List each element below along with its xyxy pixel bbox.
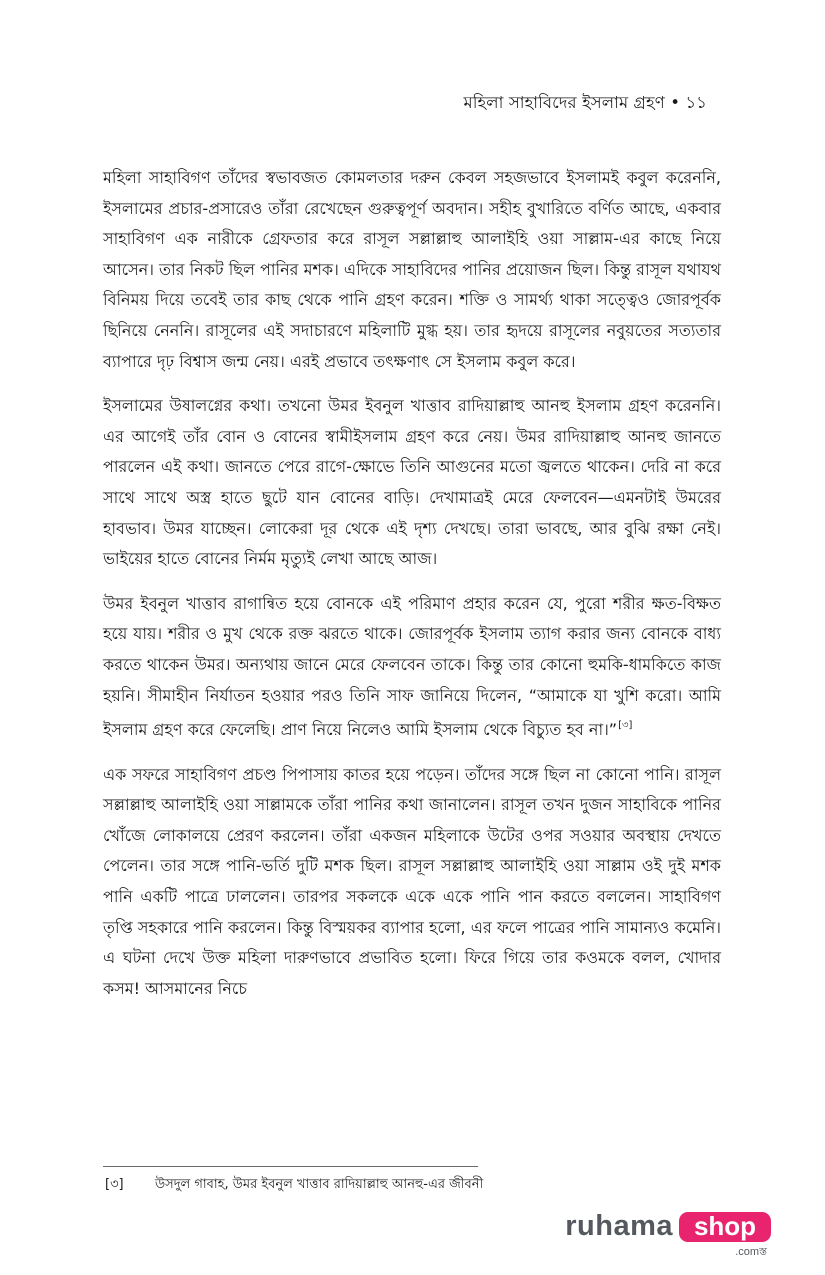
footnote-divider <box>103 1166 478 1167</box>
paragraph-1: মহিলা সাহাবিগণ তাঁদের স্বভাবজত কোমলতার দরুন কেবল সহজভাবে ইসলামই কবুল করেননি, ইসলামের প্রচার-প্রসারেও তাঁরা রেখেছেন গুরুত্বপূর্ণ অবদান। সহীহ বুখারিতে বর্ণিত আছে, একবার সাহাবিগণ এক নারীকে গ্রেফতার করে রাসূল সল্লাল্লাহু আলাইহি ওয়া সাল্লাম-এর কাছে নিয়ে আসেন। তার নিকট ছিল পানির মশক। এদিকে সাহাবিদের পানির প্রয়োজন ছিল। কিন্তু রাসূল যথাযথ বিনিময় দিয়ে তবেই তার কাছ থেকে পানি গ্রহণ করেন। শক্তি ও সামর্থ্য থাকা সত্ত্বেও জোরপূর্বক ছিনিয়ে নেননি। রাসূলের এই সদাচারণে মহিলাটি মুগ্ধ হয়। তার হৃদয়ে রাসূলের নবুয়তের সত্যতার ব্যাপারে দৃঢ় বিশ্বাস জন্ম নেয়। এরই প্রভাবে তৎক্ষণাৎ সে ইসলাম কবুল করে। <box>103 168 721 371</box>
paragraph-4: এক সফরে সাহাবিগণ প্রচণ্ড পিপাসায় কাতর হয়ে পড়েন। তাঁদের সঙ্গে ছিল না কোনো পানি। রাসূল সল্লাল্লাহু আলাইহি ওয়া সাল্লামকে তাঁরা পানির কথা জানালেন। রাসূল তখন দুজন সাহাবিকে পানির খোঁজে লোকালয়ে প্রেরণ করলেন। তাঁরা একজন মহিলাকে উটের ওপর সওয়ার অবস্থায় দেখতে পেলেন। তার সঙ্গে পানি-ভর্তি দুটি মশক ছিল। রাসূল সল্লাল্লাহু আলাইহি ওয়া সাল্লাম ওই দুই মশক পানি একটি পাত্রে ঢাললেন। তারপর সকলকে একে একে পানি পান করতে বললেন। সাহাবিগণ তৃপ্তি সহকারে পানি করলেন। কিন্তু বিস্ময়কর ব্যাপার হলো, এর ফলে পাত্রের পানি সামান্যও কমেনি। এ ঘটনা দেখে উক্ত মহিলা দারুণভাবে প্রভাবিত হলো। ফিরে গিয়ে তার কওমকে বলল, খোদার কসম! আসমানের নিচে <box>103 764 721 998</box>
running-head: মহিলা সাহাবিদের ইসলাম গ্রহণ • ১১ <box>463 93 707 112</box>
ruhamashop-logo <box>521 1210 771 1256</box>
paragraph-3 <box>103 589 721 746</box>
footnote-text: উসদুল গাবাহ, উমর ইবনুল খাত্তাব রাদিয়াল্লাহু আনহু-এর জীবনী <box>155 1177 484 1192</box>
logo-domain: .comস্ত <box>735 1246 767 1258</box>
logo-text-ruhama: ruhama <box>565 1210 673 1242</box>
footnote <box>105 1175 705 1196</box>
paragraph-2: ইসলামের উষালগ্নের কথা। তখনো উমর ইবনুল খাত্তাব রাদিয়াল্লাহু আনহু ইসলাম গ্রহণ করেননি। এর আগেই তাঁর বোন ও বোনের স্বামীইসলাম গ্রহণ করে নেয়। উমর রাদিয়াল্লাহু আনহু জানতে পারলেন এই কথা। জানতে পেরে রাগে-ক্ষোভে তিনি আগুনের মতো জ্বলতে থাকেন। দেরি না করে সাথে সাথে অস্ত্র হাতে ছুটে যান বোনের বাড়ি। দেখামাত্রই মেরে ফেলবেন—এমনটাই উমরের হাবভাব। উমর যাচ্ছেন। লোকেরা দূর থেকে এই দৃশ্য দেখছে। তারা ভাবছে, আর বুঝি রক্ষা নেই। ভাইয়ের হাতে বোনের নির্মম মৃত্যুই লেখা আছে আজ। <box>103 396 721 569</box>
main-text <box>103 163 721 1018</box>
footnote-number: [৩] <box>105 1177 124 1192</box>
footnote-reference[interactable]: [৩] <box>618 720 633 732</box>
logo-text-shop: shop <box>679 1212 771 1242</box>
paragraph-3-text: উমর ইবনুল খাত্তাব রাগান্বিত হয়ে বোনকে এই পরিমাণ প্রহার করেন যে, পুরো শরীর ক্ষত-বিক্ষত হয়ে যায়। শরীর ও মুখ থেকে রক্ত ঝরতে থাকে। জোরপূর্বক ইসলাম ত্যাগ করার জন্য বোনকে বাধ্য করতে থাকেন উমর। অন্যথায় জানে মেরে ফেলবেন তাকে। কিন্তু তার কোনো হুমকি-ধামকিতে কাজ হয়নি। সীমাহীন নির্যাতন হওয়ার পরও তিনি সাফ জানিয়ে দিলেন, “আমাকে যা খুশি করো। আমি ইসলাম গ্রহণ করে ফেলেছি। প্রাণ নিয়ে নিলেও আমি ইসলাম থেকে বিচ্যুত হব না।” <box>103 593 721 740</box>
